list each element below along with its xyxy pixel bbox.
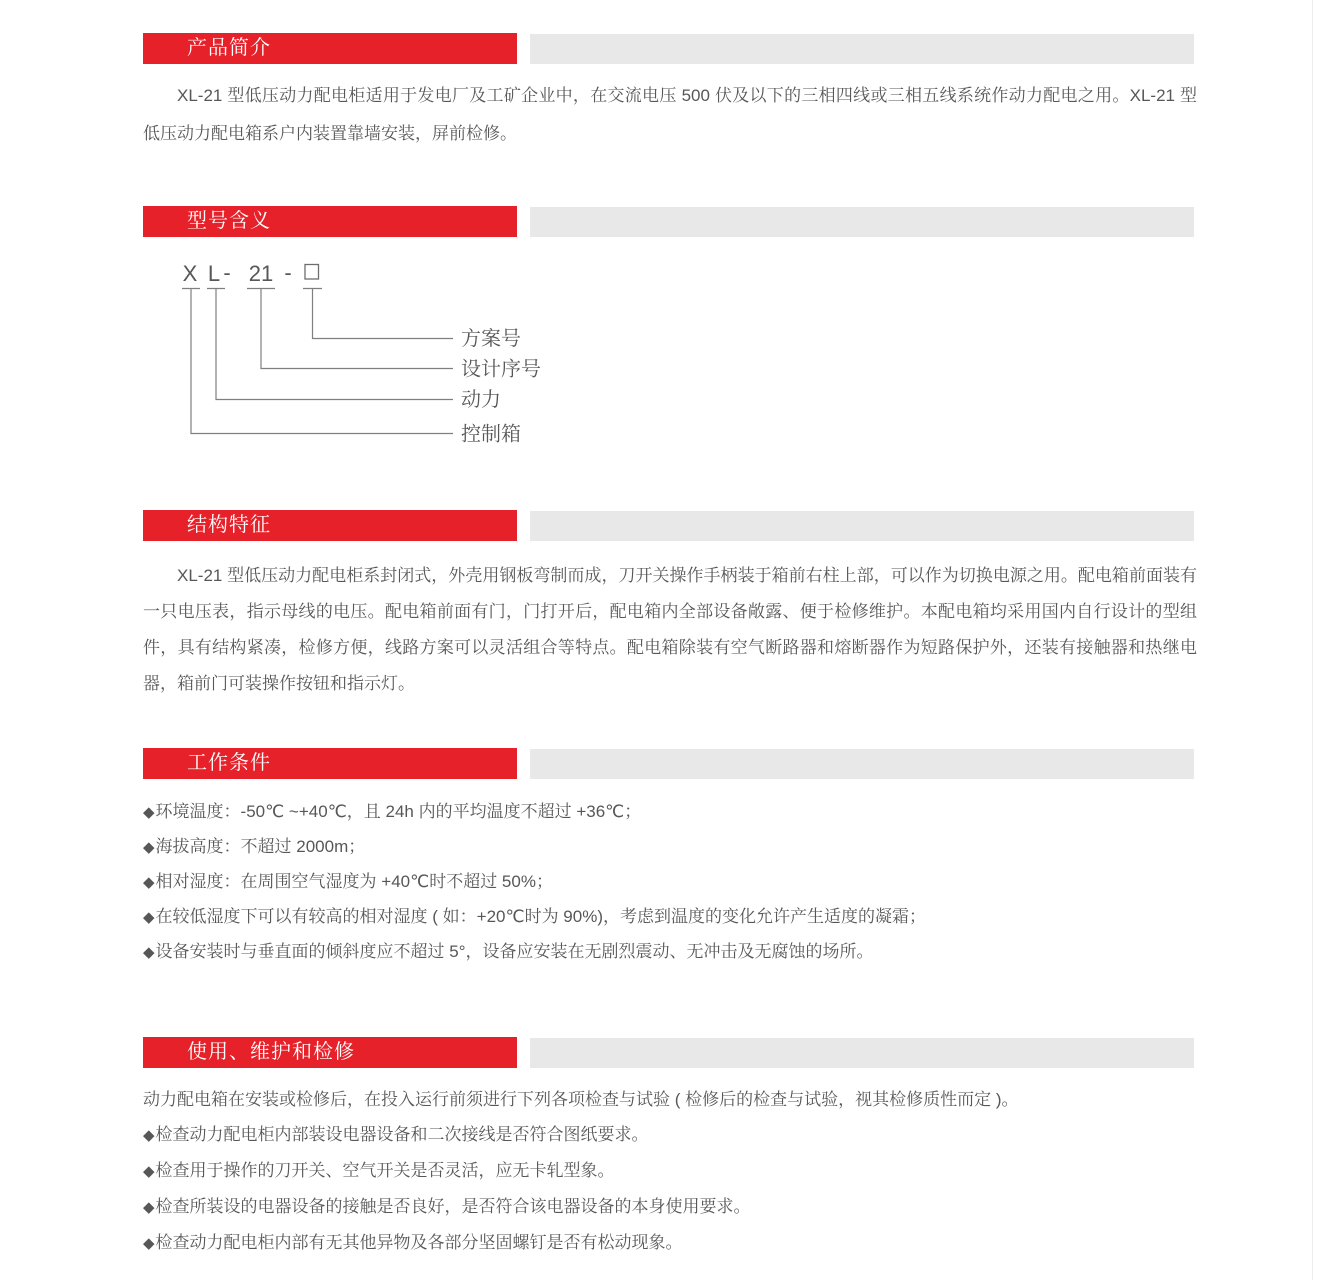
check-item bbox=[143, 1117, 1197, 1153]
section-title: 产品简介 bbox=[187, 37, 271, 59]
model-designation-diagram bbox=[140, 250, 560, 450]
header-accent-bar bbox=[530, 34, 1194, 64]
section-title-bar bbox=[143, 510, 517, 541]
header-accent-bar bbox=[530, 207, 1194, 237]
diamond-bullet-icon: ◆ bbox=[143, 944, 155, 961]
check-text: 检查动力配电柜内部有无其他异物及各部分坚固螺钉是否有松动现象。 bbox=[155, 1233, 683, 1252]
diagram-connector-lines bbox=[182, 289, 453, 434]
maintenance-check-list bbox=[143, 1082, 1197, 1261]
condition-text: 环境温度：-50℃ ~+40℃，且 24h 内的平均温度不超过 +36℃； bbox=[155, 802, 642, 821]
maintenance-intro: 动力配电箱在安装或检修后，在投入运行前须进行下列各项检查与试验 ( 检修后的检查与试验，视其检修质性而定 )。 bbox=[143, 1090, 1019, 1109]
header-accent-bar bbox=[530, 511, 1194, 541]
diamond-bullet-icon: ◆ bbox=[143, 1235, 155, 1252]
check-item bbox=[143, 1189, 1197, 1225]
condition-text: 设备安装时与垂直面的倾斜度应不超过 5°，设备应安装在无剧烈震动、无冲击及无腐蚀的场所。 bbox=[155, 942, 874, 961]
model-label-control-box: 控制箱 bbox=[461, 423, 521, 446]
header-accent-bar bbox=[530, 749, 1194, 779]
section-header-structure bbox=[0, 510, 1317, 541]
condition-text: 海拔高度：不超过 2000m； bbox=[155, 837, 366, 856]
condition-text: 在较低湿度下可以有较高的相对湿度 ( 如：+20℃时为 90%)，考虑到温度的变化允许产生适度的凝霜； bbox=[155, 907, 926, 926]
check-item bbox=[143, 1153, 1197, 1189]
product-intro-paragraph: XL-21 型低压动力配电柜适用于发电厂及工矿企业中，在交流电压 500 伏及以下的三相四线或三相五线系统作动力配电之用。XL-21 型低压动力配电箱系户内装置靠墙安装，屏前检修。 bbox=[143, 86, 1197, 143]
model-dash-1: - bbox=[223, 260, 231, 285]
section-header-working-conditions bbox=[0, 748, 1317, 779]
section-title: 型号含义 bbox=[187, 210, 271, 232]
model-dash-2: - bbox=[284, 260, 292, 285]
condition-item bbox=[143, 795, 1197, 830]
condition-item bbox=[143, 830, 1197, 865]
diamond-bullet-icon: ◆ bbox=[143, 1199, 155, 1216]
working-conditions-list bbox=[143, 795, 1197, 970]
diamond-bullet-icon: ◆ bbox=[143, 804, 155, 821]
section-title: 结构特征 bbox=[187, 514, 271, 536]
model-label-design-serial: 设计序号 bbox=[461, 358, 541, 381]
model-letter-l: L bbox=[207, 261, 221, 286]
section-title-bar bbox=[143, 1037, 517, 1068]
section-title: 工作条件 bbox=[187, 752, 271, 774]
diamond-bullet-icon: ◆ bbox=[143, 909, 155, 926]
header-accent-bar bbox=[530, 1038, 1194, 1068]
diamond-bullet-icon: ◆ bbox=[143, 1127, 155, 1144]
page-edge-divider bbox=[1312, 0, 1313, 1280]
diamond-bullet-icon: ◆ bbox=[143, 1163, 155, 1180]
model-placeholder-box bbox=[305, 265, 319, 280]
structure-paragraph: XL-21 型低压动力配电柜系封闭式，外壳用钢板弯制而成，刀开关操作手柄装于箱前右柱上部，可以作为切换电源之用。配电箱前面装有一只电压表，指示母线的电压。配电箱前面有门，门打开后，配电箱内全部设备敞露、便于检修维护。本配电箱均采用国内自行设计的型组件，具有结构紧凑，检修方便，线路方案可以灵活组合等特点。配电箱除装有空气断路器和熔断器作为短路保护外，还装有接触器和热继电器，箱前门可装操作按钮和指示灯。 bbox=[143, 566, 1197, 693]
section-title-bar bbox=[143, 206, 517, 237]
check-text: 检查动力配电柜内部装设电器设备和二次接线是否符合图纸要求。 bbox=[155, 1125, 649, 1144]
section-header-maintenance bbox=[0, 1037, 1317, 1068]
diamond-bullet-icon: ◆ bbox=[143, 874, 155, 891]
section-header-product-intro bbox=[0, 33, 1317, 64]
section-title: 使用、维护和检修 bbox=[187, 1041, 355, 1063]
model-label-scheme-number: 方案号 bbox=[461, 328, 521, 350]
condition-item bbox=[143, 935, 1197, 970]
check-item bbox=[143, 1225, 1197, 1261]
check-text: 检查用于操作的刀开关、空气开关是否灵活，应无卡轧型象。 bbox=[155, 1161, 615, 1180]
model-label-power: 动力 bbox=[461, 389, 501, 411]
condition-item bbox=[143, 865, 1197, 900]
section-header-model-meaning bbox=[0, 206, 1317, 237]
section-title-bar bbox=[143, 33, 517, 64]
check-text: 检查所装设的电器设备的接触是否良好，是否符合该电器设备的本身使用要求。 bbox=[155, 1197, 751, 1216]
condition-text: 相对湿度：在周围空气湿度为 +40℃时不超过 50%； bbox=[155, 872, 553, 891]
condition-item bbox=[143, 900, 1197, 935]
diamond-bullet-icon: ◆ bbox=[143, 839, 155, 856]
model-letter-x: X bbox=[182, 261, 198, 286]
section-title-bar bbox=[143, 748, 517, 779]
model-series-number: 21 bbox=[248, 261, 274, 286]
